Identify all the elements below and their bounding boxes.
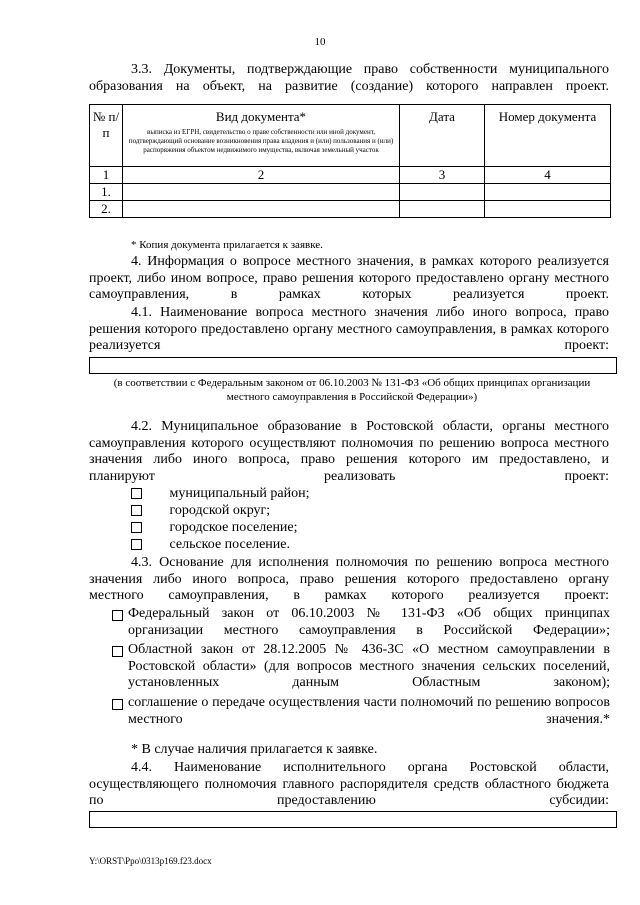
option-label: городской округ; [169, 503, 271, 518]
documents-table [89, 104, 611, 218]
row-date-cell[interactable] [400, 201, 485, 218]
section-4: 4. Информация о вопросе местного значения, в рамках которого реализуется проект, либо ином вопросе, право решения которого предоставлено органу местного самоуправления, в рамках которых реализуется проект. [89, 254, 609, 302]
option-label: Областной закон от 28.12.2005 № 436-ЗС «О местном самоуправлении в Ростовской области» (для вопросов местного значения сельских поселений, установленных данным Областным законом); [128, 642, 610, 690]
option-label: муниципальный район; [169, 486, 310, 501]
col-num-3: 3 [400, 167, 485, 184]
checkbox-icon[interactable] [131, 539, 142, 550]
section-4-2: 4.2. Муниципальное образование в Ростовской области, органы местного самоуправления которого осуществляют полномочия по решению вопроса местного значения либо иного вопроса, право решения которого им предоставлено, и планируют реализовать проект: [89, 419, 609, 484]
checkbox-icon[interactable] [131, 505, 142, 516]
page-number: 10 [314, 36, 326, 48]
note-law: (в соответствии с Федеральным законом от 06.10.2003 № 131-ФЗ «Об общих принципах организации местного самоуправления в Российской Федерации») [113, 377, 591, 403]
row-number-cell[interactable] [485, 184, 611, 201]
section-4-4: 4.4. Наименование исполнительного органа Ростовской области, осуществляющего полномочия главного распорядителя средств областного бюджета по предоставлению субсидии: [89, 760, 609, 808]
col-num-2: 2 [123, 167, 400, 184]
table-header-row [90, 105, 611, 167]
row-number-cell[interactable] [485, 201, 611, 218]
col-num-4: 4 [485, 167, 611, 184]
option-label: Федеральный закон от 06.10.2003 № 131-ФЗ «Об общих принципах организации местного самоуправления в Российской Федерации»; [128, 606, 610, 638]
checkbox-icon[interactable] [112, 610, 123, 621]
table-col-num-row [90, 167, 611, 184]
header-type-note: выписка из ЕГРН, свидетельство о праве собственности или иной документ, подтверждающий основание возникновения права владения и (или) пользования и (или) распоряжения объектом недвижимого имущества, включая земельный участок [128, 128, 394, 154]
row-num: 2. [90, 201, 123, 218]
executive-body-field[interactable] [89, 811, 617, 828]
option-label: сельское поселение. [169, 537, 290, 552]
row-type-cell[interactable] [123, 184, 400, 201]
header-num: № п/п [90, 105, 123, 167]
note-attach: * В случае наличия прилагается к заявке. [131, 742, 378, 757]
table-row [90, 201, 611, 218]
note-copy: * Копия документа прилагается к заявке. [131, 239, 323, 251]
col-num-1: 1 [90, 167, 123, 184]
row-type-cell[interactable] [123, 201, 400, 218]
table-row [90, 184, 611, 201]
checkbox-icon[interactable] [112, 646, 123, 657]
section-3-3: 3.3. Документы, подтверждающие право собственности муниципального образования на объект, на развитие (создание) которого направлен проект. [89, 62, 609, 94]
row-num: 1. [90, 184, 123, 201]
file-path-footer: Y:\ORST\Ppo\0313p169.f23.docx [89, 856, 212, 866]
section-4-3: 4.3. Основание для исполнения полномочия по решению вопроса местного значения либо иного вопроса, право решения которого предоставлено органу местного самоуправления, в рамках которого реализуется проект: [89, 555, 609, 603]
header-number: Номер документа [485, 105, 611, 167]
checkbox-icon[interactable] [131, 522, 142, 533]
checkbox-icon[interactable] [112, 699, 123, 710]
option-municipal-district[interactable] [131, 486, 310, 503]
checkbox-icon[interactable] [131, 488, 142, 499]
header-type [123, 105, 400, 167]
option-city-district[interactable] [131, 503, 270, 520]
option-label: соглашение о передаче осуществления части полномочий по решению вопросов местного значения.* [128, 695, 610, 727]
question-name-field[interactable] [89, 357, 617, 374]
option-urban-settlement[interactable] [131, 520, 298, 537]
option-rural-settlement[interactable] [131, 537, 290, 554]
header-type-title: Вид документа* [215, 109, 307, 124]
row-date-cell[interactable] [400, 184, 485, 201]
header-date: Дата [400, 105, 485, 167]
section-4-1: 4.1. Наименование вопроса местного значения либо иного вопроса, право решения которого предоставлено органу местного самоуправления, в рамках которого реализуется проект: [89, 305, 609, 353]
option-label: городское поселение; [169, 520, 298, 535]
